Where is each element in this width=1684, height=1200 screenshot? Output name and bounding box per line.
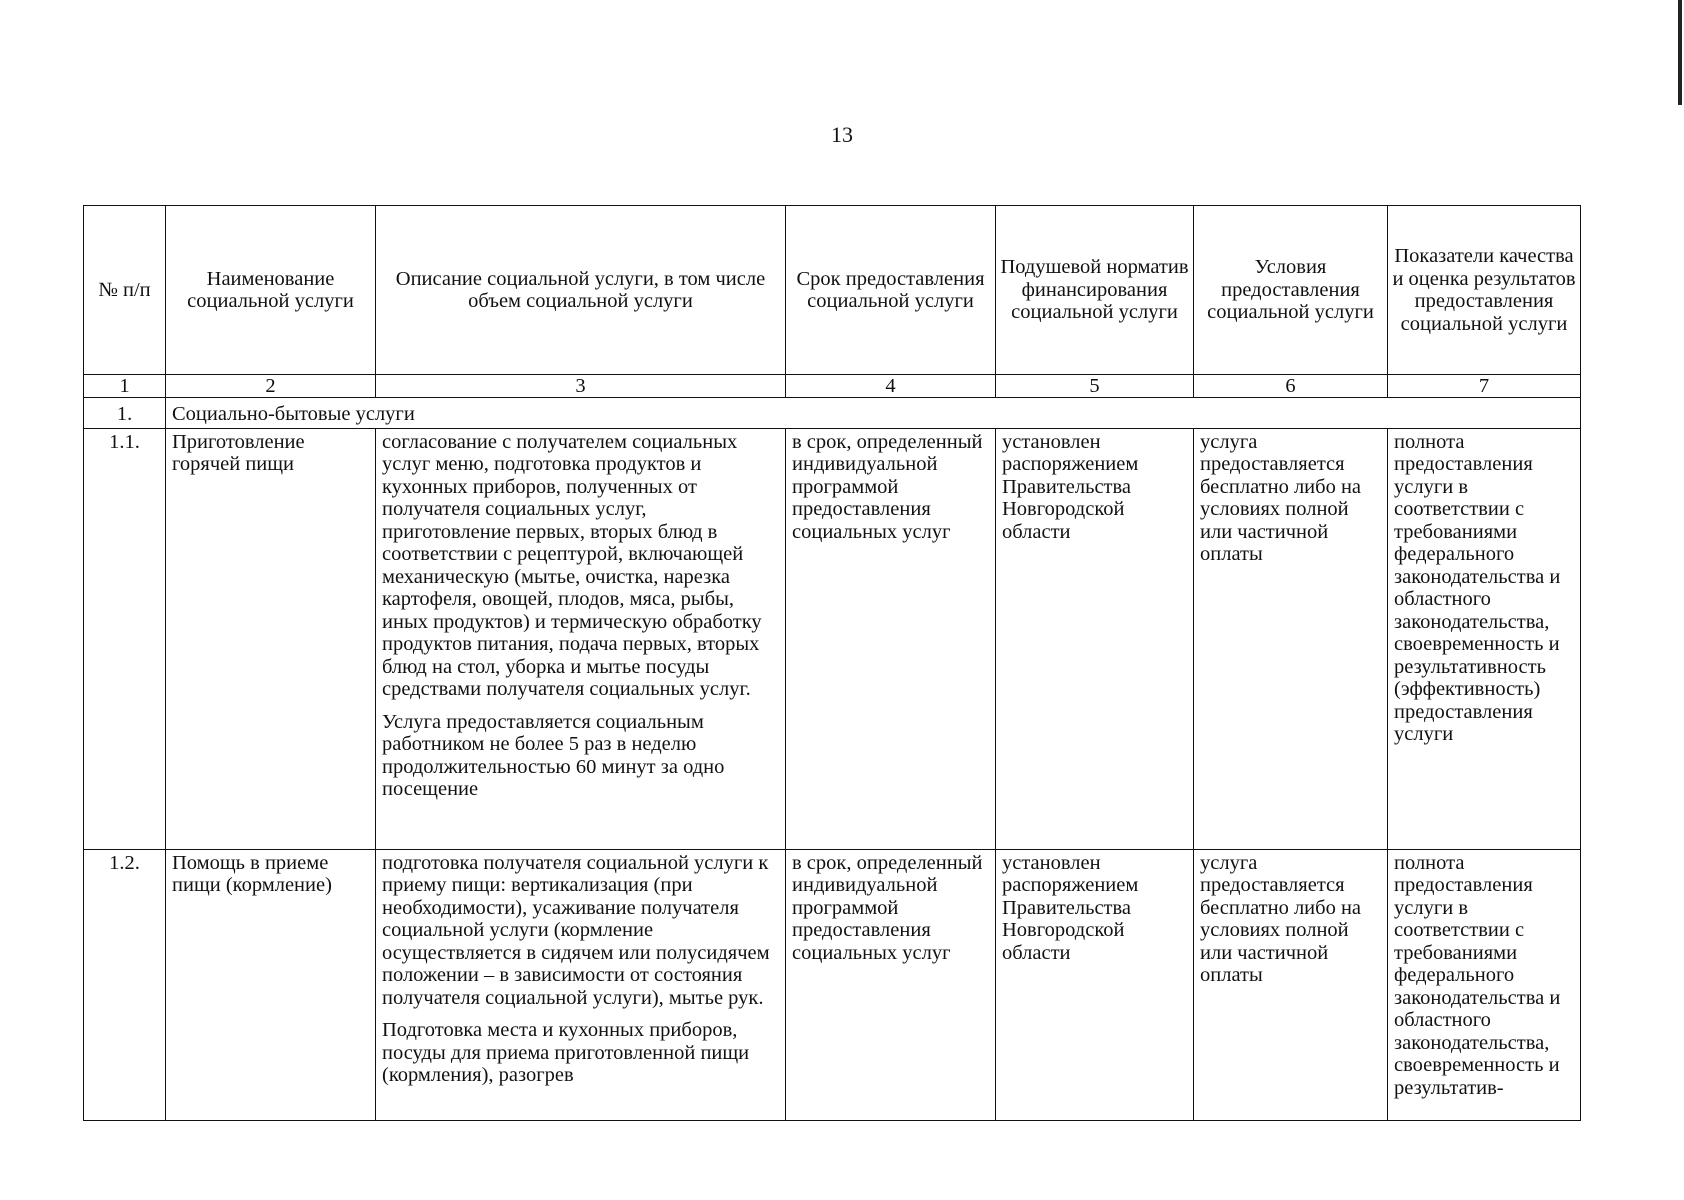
column-number: 2 (166, 375, 376, 398)
description-paragraph: подготовка получателя социальной услуги к приему пищи: вертикализация (при необходимости), усаживание получателя социальной услуги (кормление осуществляется в сидячем или полусидячем положении – в зависимости от состояния получателя социальной услуги), мытье рук. (382, 851, 770, 1009)
column-number: 6 (1194, 375, 1388, 398)
section-title: Социально-бытовые услуги (166, 398, 1581, 429)
scan-edge-mark (1678, 0, 1682, 105)
header-service-name: Наименование социальной услуги (166, 206, 376, 375)
service-description (376, 428, 786, 849)
column-number: 4 (786, 375, 996, 398)
service-financing: установлен распоряжением Правительства Новгородской области (996, 849, 1194, 1120)
column-numbers-row (84, 375, 1581, 398)
service-quality: полнота предоставления услуги в соответствии с требованиями федерального законодательства и областного законодательства, своевременность и результативность (эффективность) предоставления услуги (1388, 428, 1581, 849)
column-number: 3 (376, 375, 786, 398)
row-number: 1.1. (84, 428, 166, 849)
header-quality: Показатели качества и оценка результатов предоставления социальной услуги (1388, 206, 1581, 375)
table-row (84, 849, 1581, 1120)
description-paragraph: Услуга предоставляется социальным работником не более 5 раз в неделю продолжительностью 60 минут за одно посещение (382, 710, 725, 800)
header-financing: Подушевой норматив финансирования социальной услуги (996, 206, 1194, 375)
header-description: Описание социальной услуги, в том числе объем социальной услуги (376, 206, 786, 375)
column-number: 1 (84, 375, 166, 398)
section-number: 1. (84, 398, 166, 429)
column-number: 7 (1388, 375, 1581, 398)
page-number: 13 (831, 122, 853, 147)
service-name: Приготовление горячей пищи (166, 428, 376, 849)
row-number: 1.2. (84, 849, 166, 1120)
service-name: Помощь в приеме пищи (кормление) (166, 849, 376, 1120)
social-services-table (83, 205, 1581, 1121)
service-conditions: услуга предоставляется бесплатно либо на условиях полной или частичной оплаты (1194, 849, 1388, 1120)
service-conditions: услуга предоставляется бесплатно либо на условиях полной или частичной оплаты (1194, 428, 1388, 849)
service-quality: полнота предоставления услуги в соответствии с требованиями федерального законодательства и областного законодательства, своевременность и результатив- (1388, 849, 1581, 1120)
header-term: Срок предоставления социальной услуги (786, 206, 996, 375)
description-paragraph: Подготовка места и кухонных приборов, посуды для приема приготовленной пищи (кормления), разогрев (382, 1019, 750, 1086)
service-term: в срок, определенный индивидуальной программой предоставления социальных услуг (786, 849, 996, 1120)
section-row (84, 398, 1581, 429)
header-conditions: Условия предоставления социальной услуги (1194, 206, 1388, 375)
service-term: в срок, определенный индивидуальной программой предоставления социальных услуг (786, 428, 996, 849)
header-row (84, 206, 1581, 375)
header-number: № п/п (84, 206, 166, 375)
service-financing: установлен распоряжением Правительства Новгородской области (996, 428, 1194, 849)
service-description (376, 849, 786, 1120)
column-number: 5 (996, 375, 1194, 398)
description-paragraph: согласование с получателем социальных услуг меню, подготовка продуктов и кухонных приборов, полученных от получателя социальных услуг, приготовление первых, вторых блюд в соответствии с рецептурой, включающей механическую (мытье, очистка, нарезка картофеля, овощей, плодов, мяса, рыбы, иных продуктов) и термическую обработку продуктов питания, подача первых, вторых блюд на стол, уборка и мытье посуды средствами получателя социальных услуг. (382, 430, 762, 700)
table-row (84, 428, 1581, 849)
